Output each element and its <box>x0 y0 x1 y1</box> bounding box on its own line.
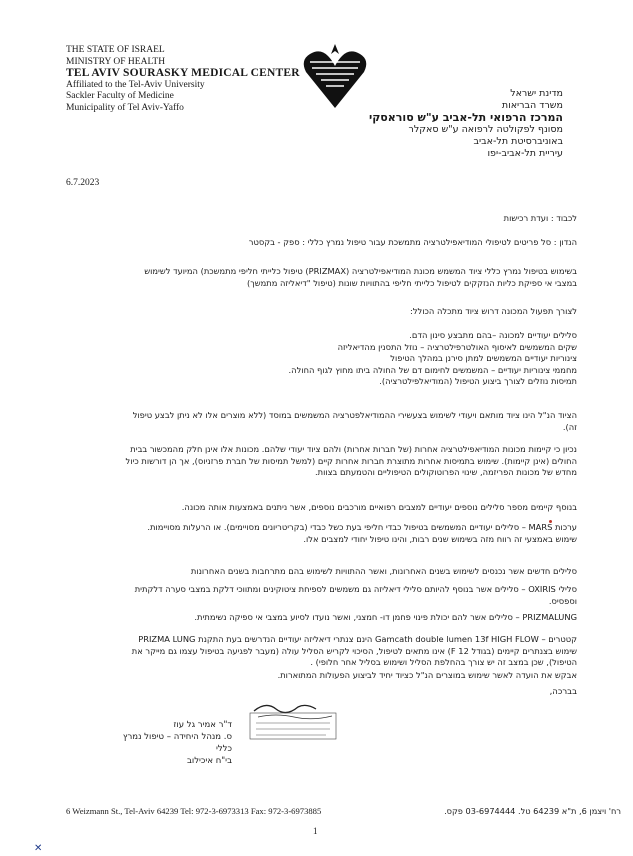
paragraph-catheters: קטטרים – Gamcath double lumen 13f HIGH FLOW הינם צנתרי דיאליזה יעודיים הנדרשים בעת התקנת PRIZMA LUNG שימוש בצנתרים קיימים (בגודל F 12) אינו מתאים לטיפול, הסיכוי לקריש הסליל עולה (מעבר לפגיעה בטיפול עצמו גם מייקר את הטיפול), שכן במצב זה יש צורך בהחלפת הסליל ושימוש בסליל אחר חלופי) . <box>131 634 577 667</box>
he-hospital-name: המרכז הרפואי תל-אביב ע"ש סוראסקי <box>368 111 563 124</box>
footer-address-he: רח' ויצמן 6, ת"א 64239 טל. 03-6974444 פקס. <box>444 806 621 816</box>
faculty-line: Sackler Faculty of Medicine <box>66 91 174 101</box>
signer-name: ד"ר אמיר גל עוז <box>173 720 232 730</box>
paragraph-request: אבקש את הועדה לאשר שימוש במוצרים הנ"ל כציוד יחיד לביצוע הפעולות המתוארות. <box>277 670 577 680</box>
letter-date: 6.7.2023 <box>66 178 100 188</box>
ministry-line: MINISTRY OF HEALTH <box>66 56 166 67</box>
hospital-name: TEL AVIV SOURASKY MEDICAL CENTER <box>66 67 300 79</box>
he-municipality-line: עיריית תל-אביב-יפו <box>487 148 563 159</box>
signature-stamp <box>246 699 341 743</box>
list-item: מחממי צינוריות יעודיים – המשמשים לחימום דם של החולה ביתו מחוץ לגוף החולה. <box>288 364 577 375</box>
signer-title: ס. מנהל היחידה – טיפול נמרץ כללי <box>122 732 232 754</box>
he-university-line: באוניברסיטת תל-אביב <box>473 136 563 147</box>
paragraph-intro: בשימוש בטיפול נמרץ כללי ציוד המשמש מכונת המודיאפילטרציה (PRIZMAX) טיפול כלייתי חליפי מתמשכת) המיועד לשימוש במצבי אי ספיקת כליות הנזקקים לטיפול כלייתי חליפי בהתוויות שונות (טיפול "דיאליזה מתמשך) <box>144 266 577 288</box>
state-line: THE STATE OF ISRAEL <box>66 45 165 55</box>
paragraph-additional: בנוסף קיימים מספר סלילים נוספים יעודיים למצבים רפואיים מורכבים נוספים, אשר ניתנים באמצעות אותה מכונה. <box>181 502 577 512</box>
footer-address-en: 6 Weizmann St., Tel-Aviv 64239 Tel: 972-3-6973313 Fax: 972-3-6973885 <box>66 806 322 816</box>
english-letterhead <box>66 45 300 114</box>
he-state-line: מדינת ישראל <box>510 88 563 99</box>
paragraph-dedicated: הציוד הנ"ל הינו ציוד מותאם ויעודי לשימוש בצעשירי ההמודיאלפטרציה המשמשים במוסד (ללא מוצרים אלו לא ניתן לבצע טיפול זה). <box>132 410 577 432</box>
recipient-line: לכבוד : ועדת רכישות <box>503 213 577 223</box>
closing: בברכה, <box>549 687 577 697</box>
list-item: תמיסות נוזלים לצורך ביצוע הטיפול (המודיאלפילטרציה). <box>379 376 577 386</box>
signature-block <box>122 719 232 767</box>
he-affiliation-line: מסונף לפקולטה לרפואה ע"ש סאקלר <box>408 124 563 135</box>
paragraph-new-filters: סלילים חדשים אשר נכנסים לשימוש בשנים האחרונות, ואשר ההתוויות לשימוש בהם מתרחבות בשנים האחרונות <box>190 566 577 576</box>
equipment-list <box>289 330 577 388</box>
municipality-line: Municipality of Tel Aviv-Yaffo <box>66 102 184 113</box>
he-ministry-line: משרד הבריאות <box>501 100 563 111</box>
equipment-intro: לצורך תפעול המכונה דרוש ציוד מתכלה הכולל: <box>410 306 577 316</box>
subject-line: הנדון : סל פריטים לטיפולי המודיאפילטרציה מתמשכת עבור טיפול נמרץ כללי : ספק - בקסטר <box>248 237 577 247</box>
hospital-logo <box>300 42 370 112</box>
page-number: 1 <box>313 826 318 836</box>
list-item: צינוריות יעודיים המשמשים למתן סירנן במהלך הטיפול <box>390 353 577 363</box>
paragraph-alternatives: נכיון כי קיימות מכונות המודיאפילטרציה אחרות (של חברות אחרות) ולהם ציוד יעודי שלהם. מכונות אלו אינן חלק מהמכשור בבית החולים (אינן קיימות). שימוש בתמיסות אחרות מתוצרת חברות אחרות קיים (למשל תמיסות של חברת פרזניוס), אך הן דורשות כיול מחדש של מכונות הפריזמה, שינוי הפרוטוקולים הטיפוליים והטמעתם בצוות. <box>125 444 577 477</box>
affiliation-line: Affiliated to the Tel-Aviv University <box>66 79 205 90</box>
list-item: שקים המשמשים לאיסוף האולטרפילטרציה – נוזל התסנין מהדיאליזה <box>337 341 577 352</box>
list-item: סלילים יעודיים למכונה –בהם מתבצע סינון הדם. <box>409 330 577 340</box>
paragraph-prizmalung: PRIZMALUNG – סלילים אשר להם יכולת פינוי פחמן דו- חמצני, ואשר נועדו לסיוע במצבי אי ספיקה נשימתית. <box>194 612 577 622</box>
hebrew-letterhead <box>369 88 563 160</box>
paragraph-oxiris: סלילי OXIRIS – סלילים אשר בנוסף להיותם סלילי דיאליזה גם משמשים לספיחת ציטוקינים ומתווכי דלקת במצבי סערה דלקתית וספסיס. <box>134 584 577 606</box>
corner-mark-icon: ✕ <box>34 843 43 854</box>
paragraph-mars: ערכות MARS – סלילים יעודיים המשמשים בטיפול כבדי חליפי בעת כשל כבדי (בקריטריונים מסויימים). או הרעלות מסויימות. שימוש באמצעי זה רווח מזה בשימוש שנים רבות, והינו טיפול יחודי למצבים אלו. <box>147 522 577 544</box>
signer-hospital: בי"ח איכילוב <box>186 756 232 766</box>
